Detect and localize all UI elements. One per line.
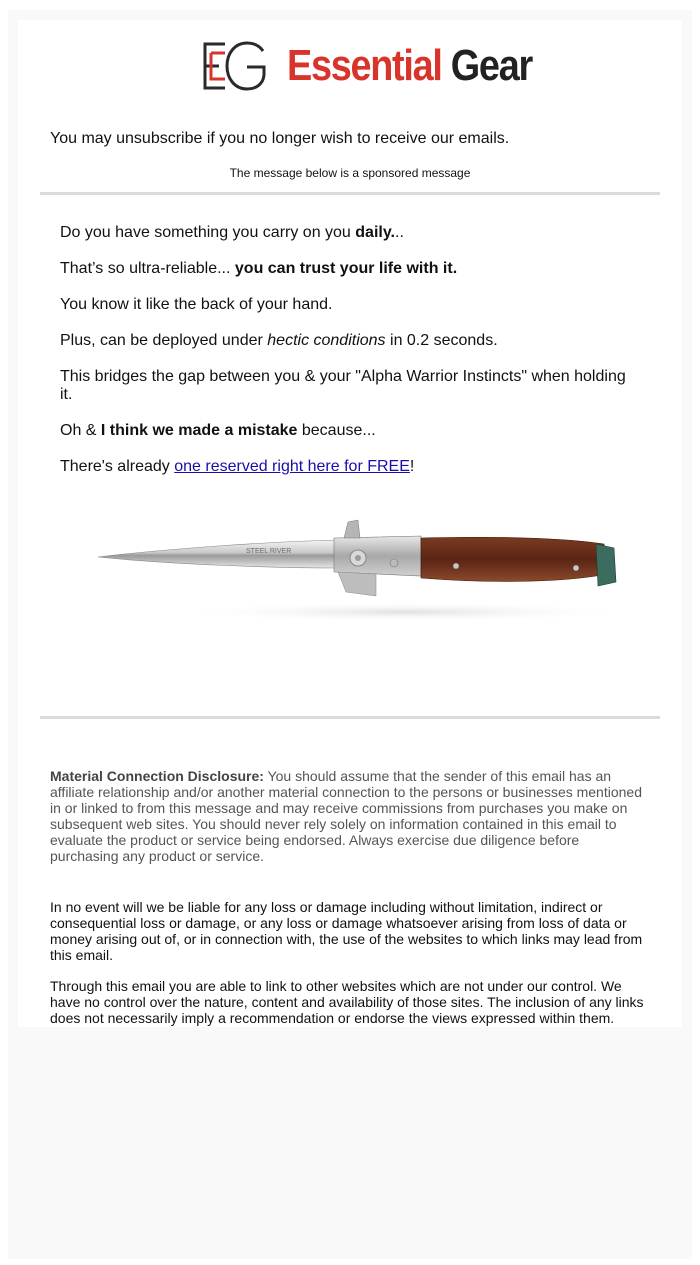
message-paragraph-2: That’s so ultra-reliable... you can trust your life with it.: [60, 260, 458, 277]
free-offer-link[interactable]: one reserved right here for FREE: [174, 458, 410, 475]
message-body: [60, 224, 640, 494]
blade-engraving: STEEL RIVER: [246, 548, 292, 555]
eg-monogram-icon[interactable]: [203, 41, 267, 91]
brand-name-part1: Essential: [287, 41, 442, 90]
pocket-knife-image[interactable]: [76, 500, 626, 620]
disclosure-body: You should assume that the sender of this email has an affiliate relationship and/or another material connection to the persons or businesses mentioned in or linked to from this message and may receive commissions from purchases you make on subsequent web sites. You should never rely solely on information contained in this email to evaluate the product or service being endorsed. Always exercise due diligence before purchasing any product or service.: [50, 768, 642, 864]
message-paragraph-3: You know it like the back of your hand.: [60, 296, 333, 313]
message-paragraph-1: Do you have something you carry on you daily...: [60, 224, 404, 241]
external-links-notice: Through this email you are able to link to other websites which are not under our control. We have no control over the nature, content and availability of those sites. The inclusion of any links does not necessarily imply a recommendation or endorse the views expressed within them.: [50, 978, 644, 1026]
email-background: [8, 10, 692, 1259]
message-paragraph-5: This bridges the gap between you & your "Alpha Warrior Instincts" when holding it.: [60, 368, 626, 403]
product-image-link[interactable]: [76, 500, 626, 620]
message-paragraph-6: Oh & I think we made a mistake because...: [60, 422, 376, 439]
material-connection-disclosure: [50, 768, 650, 864]
divider-top: [40, 192, 660, 195]
divider-bottom: [40, 716, 660, 719]
email-header: [18, 38, 682, 94]
email-card: [18, 20, 682, 1027]
brand-name-part2: Gear: [450, 41, 532, 90]
brand-wordmark[interactable]: [287, 41, 532, 91]
liability-notice: In no event will we be liable for any loss or damage including without limitation, indirect or consequential loss or damage, or any loss or damage whatsoever arising from loss of data or money arising out of, or in connection with, the use of the websites to which links may lead from this email.: [50, 899, 643, 963]
unsubscribe-notice: You may unsubscribe if you no longer wish to receive our emails.: [50, 130, 510, 147]
disclosure-title: Material Connection Disclosure:: [50, 768, 264, 784]
message-paragraph-4: Plus, can be deployed under hectic conditions in 0.2 seconds.: [60, 332, 498, 349]
sponsored-label: The message below is a sponsored message: [229, 166, 471, 180]
message-paragraph-7: There's already one reserved right here for FREE!: [60, 458, 415, 475]
